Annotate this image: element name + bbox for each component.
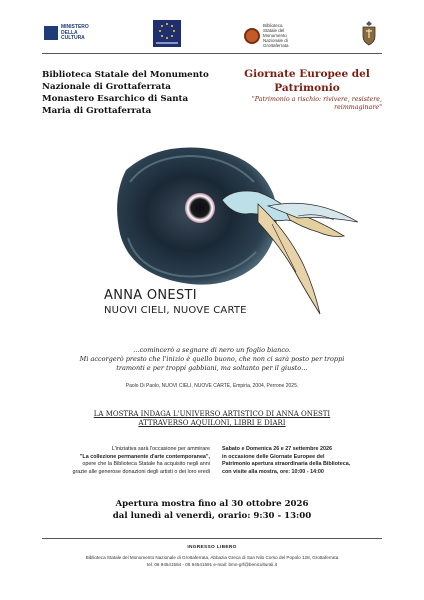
footer-divider	[42, 538, 382, 539]
header-divider	[42, 53, 382, 54]
institution-name: Biblioteca Statale del Monumento Nazionale di Grottaferrata Monastero Esarchico di Santa Maria di Grottaferrata	[42, 70, 209, 116]
eu-star-icon	[159, 30, 161, 32]
eu-star-icon	[161, 35, 163, 37]
eu-star-icon	[173, 30, 175, 32]
eu-star-icon	[166, 23, 168, 25]
ministry-logo-text: CULTURA	[61, 35, 85, 41]
abbey-crest-icon	[360, 20, 378, 46]
library-logo-text: Grottaferrata	[263, 43, 289, 48]
ministry-emblem-icon	[44, 26, 58, 40]
quote-block: …comincerò a segnare di nero un foglio bianco. Mi accorgerò presto che l'inizio è quello buono, che non ci sarà posto per troppi tramonti e per troppi gabbiani, ma soltanto per il giusto…	[79, 346, 345, 372]
library-emblem-icon	[244, 28, 260, 44]
quote-citation: Paolo Di Paolo, NUOVI CIELI, NUOVE CARTE, Empiria, 2004, Perrone 2025.	[125, 383, 299, 389]
library-logo-text: Monumento	[263, 33, 287, 38]
ministry-logo	[44, 25, 89, 42]
eu-star-icon	[166, 37, 168, 39]
library-logo-text: Biblioteca	[263, 23, 283, 28]
eu-star-icon	[161, 25, 163, 27]
collection-info: L'iniziativa sarà l'occasione per ammirare "La collezione permanente d'arte contemporanea", opere che la Biblioteca Statale ha acquisito negli anni grazie alle generose donazioni degli artisti o dei loro eredi	[72, 446, 210, 475]
library-logo-text: Nazionale di	[263, 38, 288, 43]
footer-contacts	[42, 555, 382, 568]
footer-address: Biblioteca Statale del Monumento Nazionale di Grottaferrata, Abbazia Greca di San Nilo Corso del Popolo 128, Grottaferrata	[85, 555, 339, 560]
library-logo	[244, 23, 289, 48]
library-logo-text: Statale del	[263, 28, 285, 33]
exhibition-title: NUOVI CIELI, NUOVE CARTE	[104, 305, 247, 316]
special-opening-info: Sabato e Domenica 26 e 27 settembre 2026 in occasione delle Giornate Europee del Patrimonio apertura straordinaria della Biblioteca, con visite alla mostra, ore: 10:00 - 14:00	[222, 446, 351, 475]
footer-phone-email: tel. 06 94541584 - 06 94541591 e-mail: bmn-grf@beniculturali.it	[146, 561, 278, 567]
eu-star-icon	[171, 35, 173, 37]
opening-hours: Apertura mostra fino al 30 ottobre 2026 dal lunedì al venerdì, orario: 9:30 - 13:00	[112, 499, 312, 521]
exhibition-headline: LA MOSTRA INDAGA L'UNIVERSO ARTISTICO DI ANNA ONESTI ATTRAVERSO AQUILONI, LIBRI E DIARI	[93, 410, 331, 427]
ministry-logo-text: MINISTERO	[61, 24, 89, 30]
event-subtitle: "Patrimonio a rischio: rivivere, resistere, reimmaginare"	[251, 96, 382, 111]
logo-bar	[0, 20, 424, 50]
artist-name: ANNA ONESTI	[104, 288, 197, 303]
eu-star-icon	[171, 25, 173, 27]
eu-heritage-days-logo	[153, 20, 181, 47]
ministry-logo-text: DELLA	[61, 29, 78, 36]
free-entry-label: INGRESSO LIBERO	[187, 545, 237, 550]
event-title: Giornate Europee del Patrimonio	[244, 68, 370, 94]
